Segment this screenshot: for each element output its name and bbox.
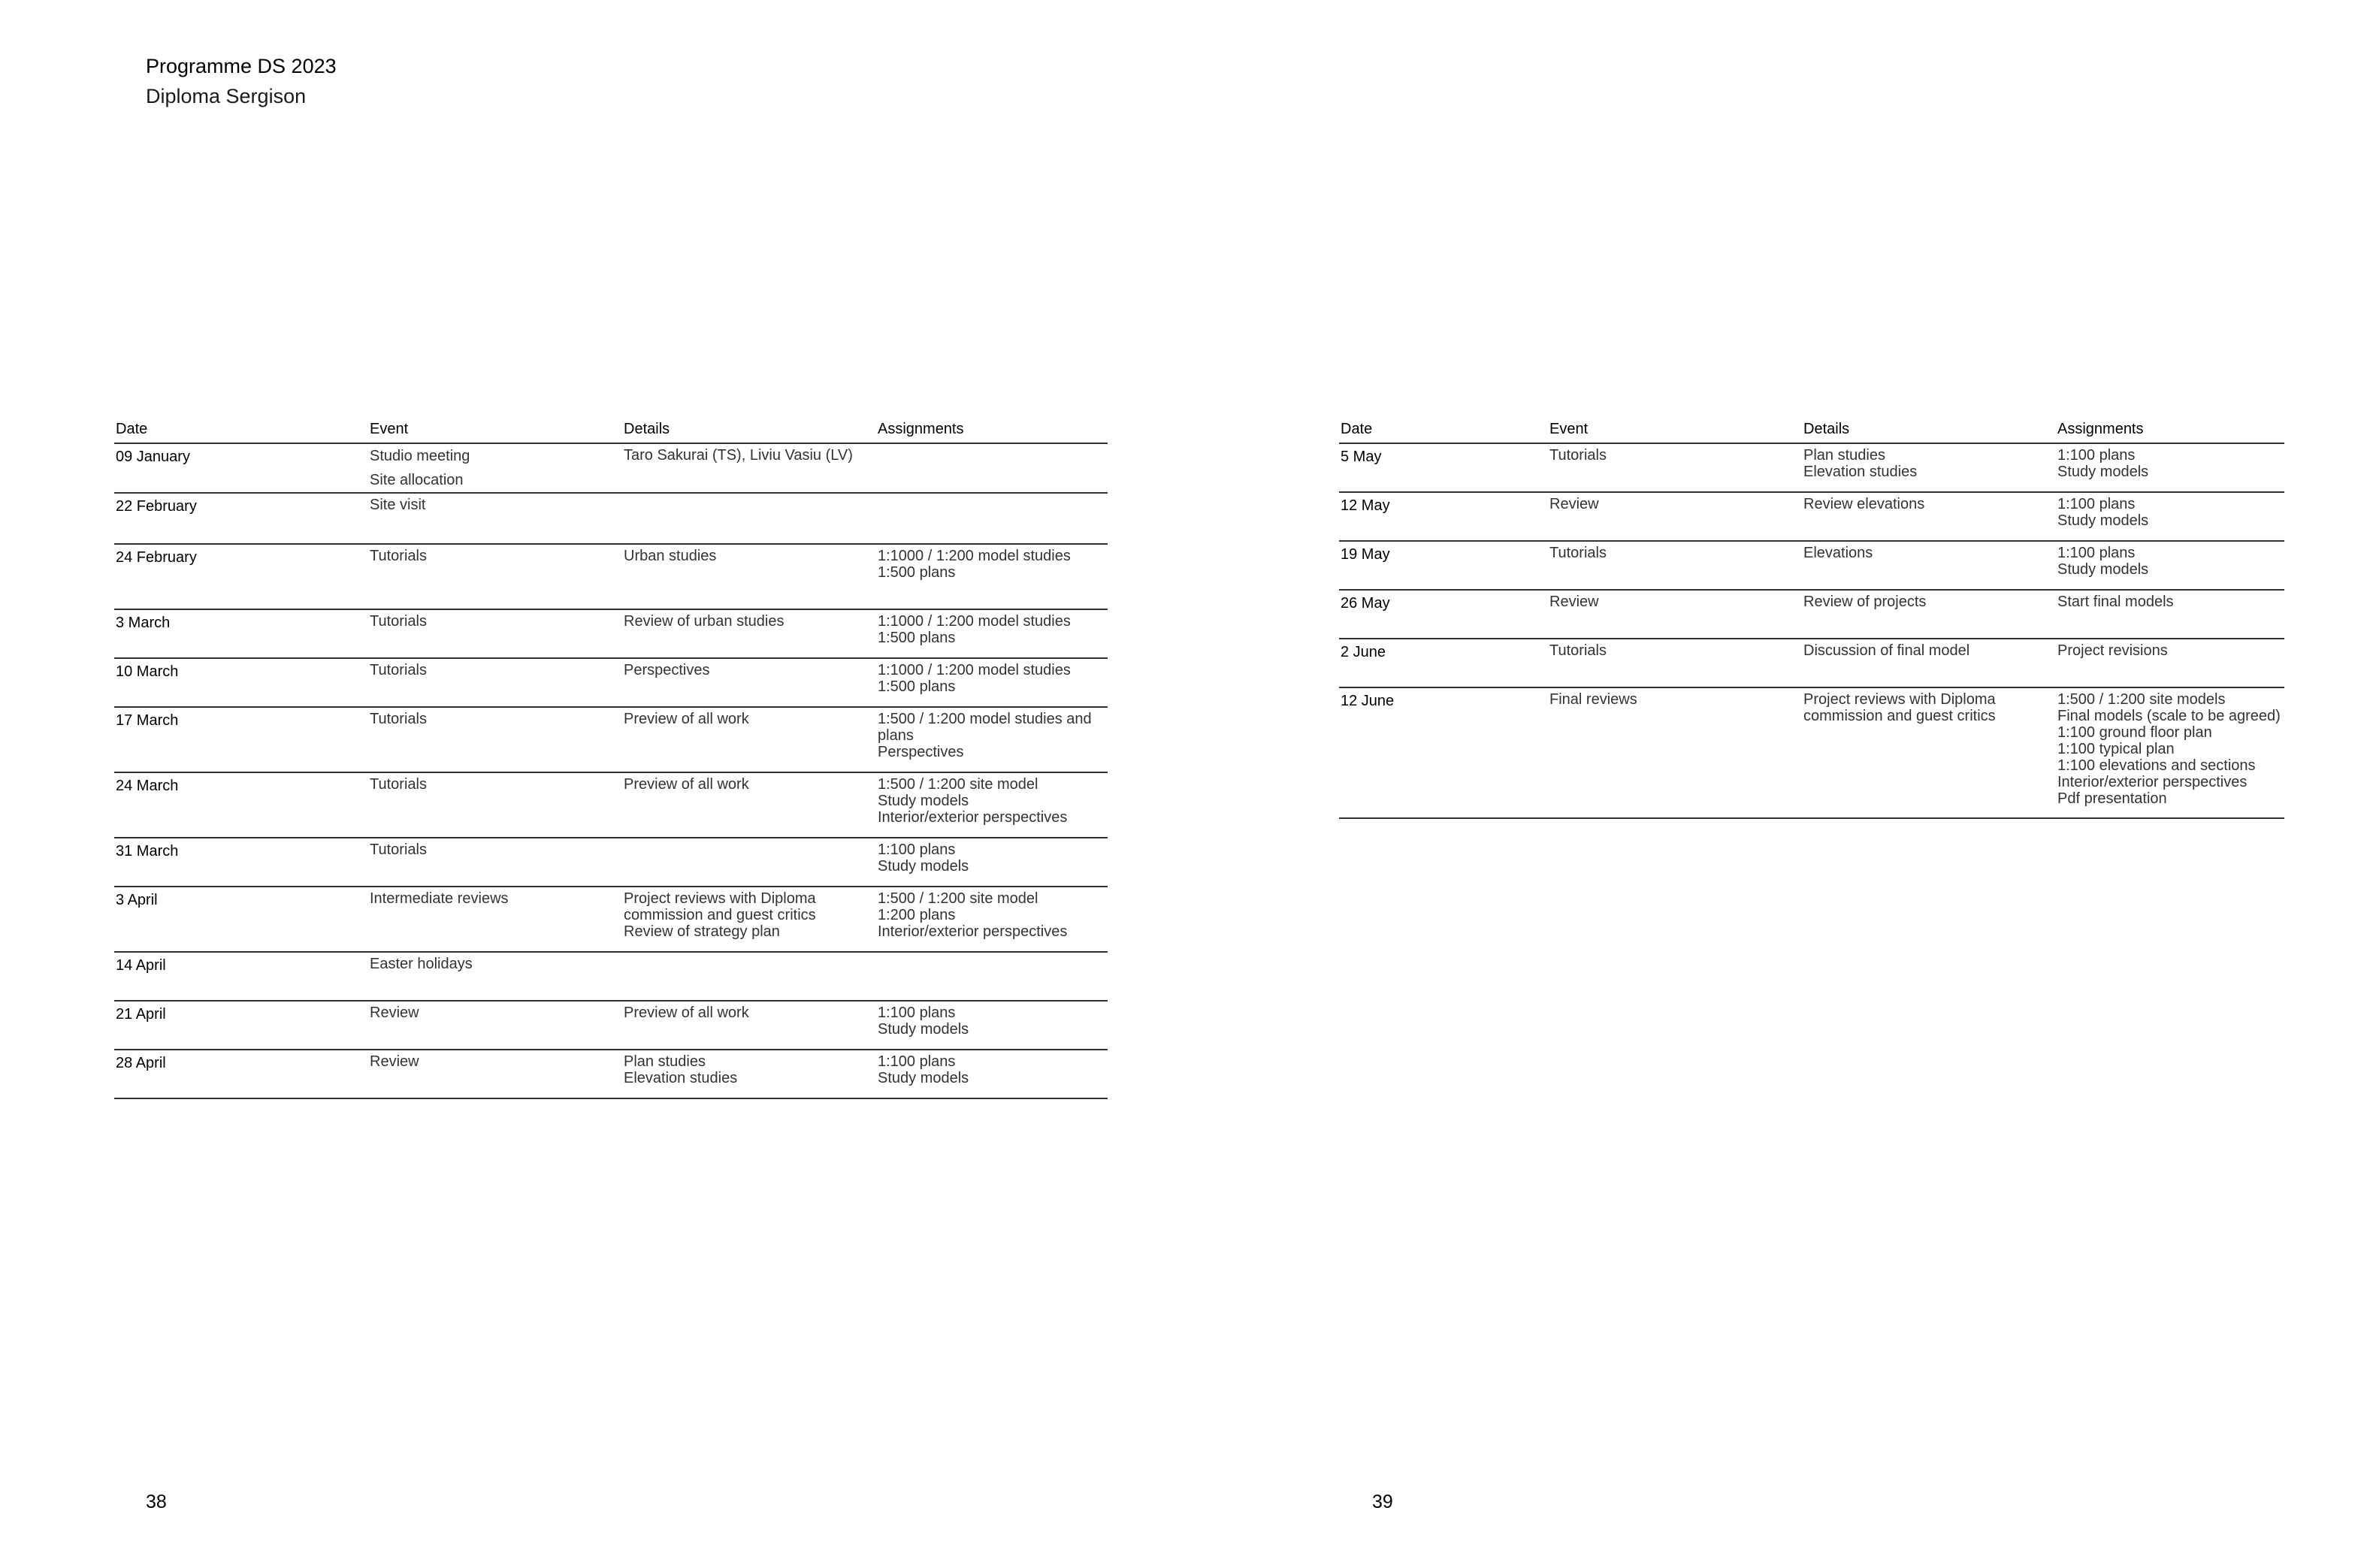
cell-details: Preview of all work bbox=[622, 1001, 876, 1050]
cell-assignments: 1:100 plans Study models bbox=[876, 838, 1108, 887]
cell-assignments bbox=[876, 443, 1108, 493]
cell-event: Review bbox=[1548, 590, 1802, 639]
schedule-table-left bbox=[114, 421, 1108, 1099]
cell-details: Urban studies bbox=[622, 544, 876, 609]
cell-assignments bbox=[876, 493, 1108, 544]
cell-event: Review bbox=[368, 1001, 622, 1050]
cell-date: 3 March bbox=[114, 609, 368, 658]
cell-details: Project reviews with Diploma commission and guest critics bbox=[1802, 687, 2056, 818]
cell-assignments: 1:100 plans Study models bbox=[876, 1001, 1108, 1050]
cell-date: 24 February bbox=[114, 544, 368, 609]
cell-date: 19 May bbox=[1339, 541, 1548, 590]
table-header-row bbox=[1339, 421, 2284, 443]
cell-details bbox=[622, 952, 876, 1001]
table-row bbox=[1339, 639, 2284, 687]
cell-assignments: 1:500 / 1:200 site models Final models (scale to be agreed) 1:100 ground floor plan 1:100 typical plan 1:100 elevations and sections Interior/exterior perspectives Pdf presentation bbox=[2056, 687, 2284, 818]
cell-event: Tutorials bbox=[1548, 639, 1802, 687]
cell-event: Studio meeting Site allocation bbox=[368, 443, 622, 493]
column-header-event: Event bbox=[368, 421, 622, 443]
cell-date: 5 May bbox=[1339, 443, 1548, 492]
table-row bbox=[1339, 541, 2284, 590]
cell-details bbox=[622, 838, 876, 887]
cell-event: Site visit bbox=[368, 493, 622, 544]
page-number-left: 38 bbox=[146, 1491, 167, 1512]
cell-details: Perspectives bbox=[622, 658, 876, 707]
cell-assignments: 1:500 / 1:200 model studies and plans Perspectives bbox=[876, 707, 1108, 772]
cell-details: Review elevations bbox=[1802, 492, 2056, 541]
cell-event: Tutorials bbox=[368, 838, 622, 887]
cell-event: Easter holidays bbox=[368, 952, 622, 1001]
cell-assignments: 1:1000 / 1:200 model studies 1:500 plans bbox=[876, 658, 1108, 707]
cell-event: Final reviews bbox=[1548, 687, 1802, 818]
cell-assignments: Project revisions bbox=[2056, 639, 2284, 687]
table-row bbox=[114, 658, 1108, 707]
cell-details: Discussion of final model bbox=[1802, 639, 2056, 687]
cell-date: 24 March bbox=[114, 772, 368, 838]
cell-assignments: 1:100 plans Study models bbox=[2056, 541, 2284, 590]
cell-date: 14 April bbox=[114, 952, 368, 1001]
cell-date: 28 April bbox=[114, 1050, 368, 1098]
cell-date: 31 March bbox=[114, 838, 368, 887]
document-subtitle: Diploma Sergison bbox=[146, 85, 307, 107]
cell-assignments: 1:1000 / 1:200 model studies 1:500 plans bbox=[876, 609, 1108, 658]
column-header-event: Event bbox=[1548, 421, 1802, 443]
column-header-date: Date bbox=[1339, 421, 1548, 443]
column-header-details: Details bbox=[1802, 421, 2056, 443]
cell-details: Review of urban studies bbox=[622, 609, 876, 658]
cell-assignments bbox=[876, 952, 1108, 1001]
cell-assignments: 1:500 / 1:200 site model 1:200 plans Interior/exterior perspectives bbox=[876, 887, 1108, 952]
table-row bbox=[114, 609, 1108, 658]
cell-date: 10 March bbox=[114, 658, 368, 707]
cell-date: 2 June bbox=[1339, 639, 1548, 687]
table-header-row bbox=[114, 421, 1108, 443]
table-row bbox=[114, 1001, 1108, 1050]
cell-date: 12 May bbox=[1339, 492, 1548, 541]
cell-details: Elevations bbox=[1802, 541, 2056, 590]
cell-details: Preview of all work bbox=[622, 707, 876, 772]
column-header-assignments: Assignments bbox=[2056, 421, 2284, 443]
cell-assignments: 1:100 plans Study models bbox=[2056, 443, 2284, 492]
cell-assignments: 1:500 / 1:200 site model Study models Interior/exterior perspectives bbox=[876, 772, 1108, 838]
cell-event: Review bbox=[1548, 492, 1802, 541]
table-row bbox=[114, 1050, 1108, 1098]
cell-date: 26 May bbox=[1339, 590, 1548, 639]
document-title: Programme DS 2023 bbox=[146, 55, 337, 77]
cell-details: Plan studies Elevation studies bbox=[1802, 443, 2056, 492]
table-row bbox=[1339, 492, 2284, 541]
table-row bbox=[114, 443, 1108, 493]
cell-date: 21 April bbox=[114, 1001, 368, 1050]
cell-event: Tutorials bbox=[1548, 541, 1802, 590]
cell-details bbox=[622, 493, 876, 544]
table-row bbox=[114, 493, 1108, 544]
cell-event: Tutorials bbox=[368, 658, 622, 707]
table-row bbox=[1339, 443, 2284, 492]
cell-event: Tutorials bbox=[368, 707, 622, 772]
cell-assignments: 1:100 plans Study models bbox=[876, 1050, 1108, 1098]
page-header bbox=[146, 51, 337, 111]
column-header-date: Date bbox=[114, 421, 368, 443]
table-row bbox=[114, 772, 1108, 838]
cell-event: Tutorials bbox=[368, 544, 622, 609]
schedule-table-right bbox=[1339, 421, 2284, 819]
cell-assignments: Start final models bbox=[2056, 590, 2284, 639]
table-row bbox=[1339, 687, 2284, 818]
cell-details: Taro Sakurai (TS), Liviu Vasiu (LV) bbox=[622, 443, 876, 493]
cell-event: Review bbox=[368, 1050, 622, 1098]
table-row bbox=[114, 838, 1108, 887]
cell-assignments: 1:100 plans Study models bbox=[2056, 492, 2284, 541]
cell-details: Preview of all work bbox=[622, 772, 876, 838]
table-row bbox=[114, 887, 1108, 952]
table-row bbox=[114, 952, 1108, 1001]
cell-date: 3 April bbox=[114, 887, 368, 952]
cell-date: 17 March bbox=[114, 707, 368, 772]
column-header-assignments: Assignments bbox=[876, 421, 1108, 443]
cell-date: 22 February bbox=[114, 493, 368, 544]
table-row bbox=[114, 707, 1108, 772]
cell-date: 12 June bbox=[1339, 687, 1548, 818]
cell-date: 09 January bbox=[114, 443, 368, 493]
cell-event: Tutorials bbox=[368, 609, 622, 658]
cell-details: Review of projects bbox=[1802, 590, 2056, 639]
cell-event: Tutorials bbox=[1548, 443, 1802, 492]
cell-event: Tutorials bbox=[368, 772, 622, 838]
table-row bbox=[1339, 590, 2284, 639]
cell-details: Project reviews with Diploma commission and guest critics Review of strategy plan bbox=[622, 887, 876, 952]
page-number-right: 39 bbox=[1372, 1491, 1393, 1512]
table-row bbox=[114, 544, 1108, 609]
cell-assignments: 1:1000 / 1:200 model studies 1:500 plans bbox=[876, 544, 1108, 609]
column-header-details: Details bbox=[622, 421, 876, 443]
cell-details: Plan studies Elevation studies bbox=[622, 1050, 876, 1098]
cell-event: Intermediate reviews bbox=[368, 887, 622, 952]
